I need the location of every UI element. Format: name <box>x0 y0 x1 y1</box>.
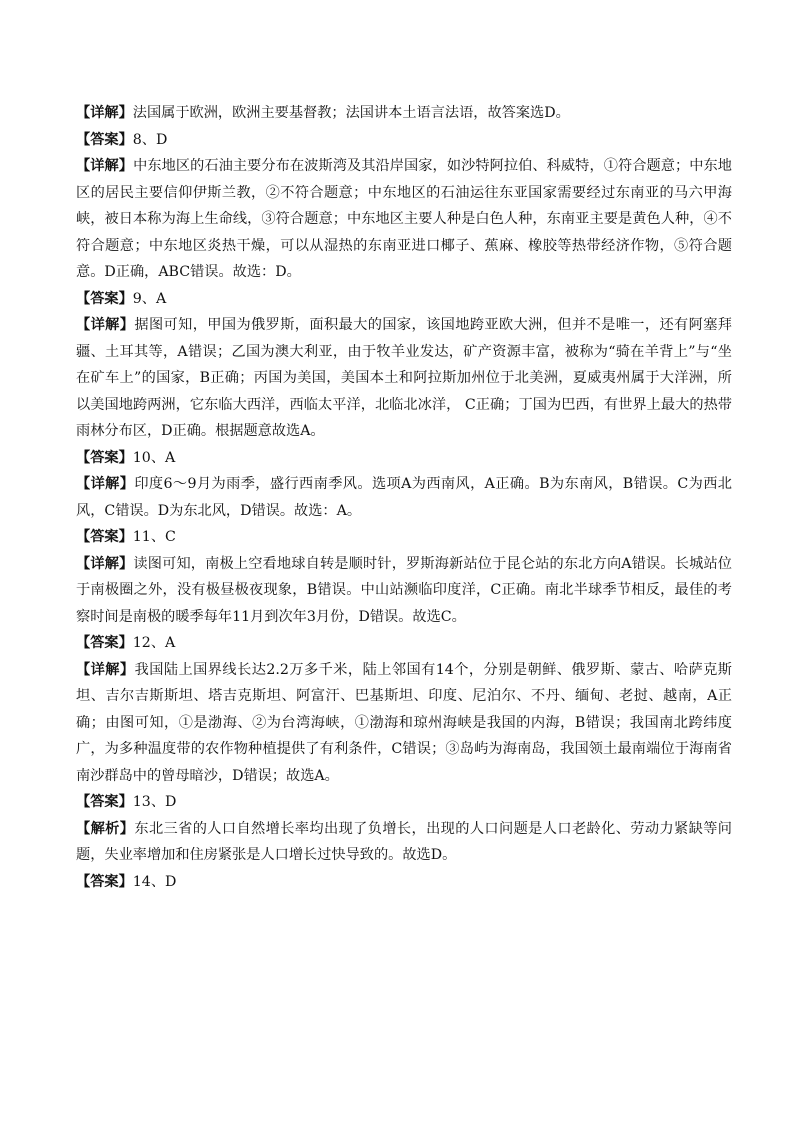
explanation-text: 中东地区的石油主要分布在波斯湾及其沿岸国家，如沙特阿拉伯、科威特，①符合题意；中东地区的居民主要信仰伊斯兰教，②不符合题意；中东地区的石油运往东亚国家需要经过东南亚的马六甲海峡，被日本称为海上生命线，③符合题意；中东地区主要人种是白色人种，东南亚主要是黄色人种，④不符合题意；中东地区炎热干燥，可以从湿热的东南亚进口椰子、蕉麻、橡胶等热带经济作物，⑤符合题意。D正确，ABC错误。故选：D。 <box>76 158 732 280</box>
explanation-7 <box>76 100 732 127</box>
answer-tag: 【答案】 <box>76 290 133 307</box>
explanation-text: 印度6～9月为雨季，盛行西南季风。选项A为西南风，A正确。B为东南风，B错误。C为西北风，C错误。D为东北风，D错误。故选：A。 <box>76 476 732 519</box>
answer-text: 13、D <box>132 794 177 810</box>
answer-9 <box>76 286 732 313</box>
answer-11 <box>76 524 732 551</box>
explanation-text: 据图可知，甲国为俄罗斯，面积最大的国家，该国地跨亚欧大洲，但并不是唯一，还有阿塞拜疆、土耳其等，A错误；乙国为澳大利亚，由于牧羊业发达，矿产资源丰富，被称为“骑在羊背上”与“坐在矿车上”的国家，B正确；丙国为美国，美国本土和阿拉斯加州位于北美洲，夏威夷州属于大洋洲，所以美国地跨两洲，它东临大西洋，西临太平洋，北临北冰洋， C正确；丁国为巴西，有世界上最大的热带雨林分布区，D正确。根据题意故选A。 <box>76 317 732 439</box>
answer-12 <box>76 630 732 657</box>
answer-text: 12、A <box>132 635 176 651</box>
answer-text: 8、D <box>132 131 168 148</box>
explanation-9 <box>76 312 732 445</box>
answer-14 <box>76 869 732 896</box>
detail-tag: 【详解】 <box>76 476 135 492</box>
detail-tag: 【详解】 <box>76 158 134 174</box>
answer-tag: 【答案】 <box>76 635 133 651</box>
explanation-text: 读图可知，南极上空看地球自转是顺时针，罗斯海新站位于昆仑站的东北方向A错误。长城站位于南极圈之外，没有极昼极夜现象，B错误。中山站濒临印度洋，C正确。南北半球季节相反，最佳的考察时间是南极的暖季每年11月到次年3月份，D错误。故选C。 <box>76 555 732 625</box>
answer-10 <box>76 445 732 472</box>
explanation-11 <box>76 551 732 631</box>
answer-13 <box>76 789 732 816</box>
answer-tag: 【答案】 <box>76 529 133 545</box>
analysis-13 <box>76 816 732 869</box>
detail-tag: 【详解】 <box>76 555 134 572</box>
detail-tag: 【详解】 <box>76 105 133 121</box>
answer-tag: 【答案】 <box>76 794 133 810</box>
answer-8 <box>76 127 732 154</box>
analysis-tag: 【解析】 <box>76 820 135 837</box>
explanation-text: 法国属于欧洲，欧洲主要基督教；法国讲本土语言法语，故答案选D。 <box>132 105 570 121</box>
answer-text: 14、D <box>132 873 177 890</box>
answer-tag: 【答案】 <box>76 873 133 890</box>
explanation-10 <box>76 471 732 524</box>
answer-text: 9、A <box>132 290 167 307</box>
answer-explanations <box>76 100 732 895</box>
answer-text: 10、A <box>132 449 176 466</box>
answer-text: 11、C <box>132 529 176 545</box>
explanation-text: 我国陆上国界线长达2.2万多千米，陆上邻国有14个，分别是朝鲜、俄罗斯、蒙古、哈萨克斯坦、吉尔吉斯斯坦、塔吉克斯坦、阿富汗、巴基斯坦、印度、尼泊尔、不丹、缅甸、老挝、越南，A正确；由图可知，①是渤海、②为台湾海峡，①渤海和琼州海峡是我国的内海，B错误；我国南北跨纬度广，为多种温度带的农作物种植提供了有利条件，C错误；③岛屿为海南岛，我国领土最南端位于海南省南沙群岛中的曾母暗沙，D错误；故选A。 <box>76 661 732 784</box>
analysis-text: 东北三省的人口自然增长率均出现了负增长，出现的人口问题是人口老龄化、劳动力紧缺等问题，失业率增加和住房紧张是人口增长过快导致的。故选D。 <box>76 820 732 863</box>
detail-tag: 【详解】 <box>76 317 135 333</box>
explanation-8 <box>76 153 732 286</box>
detail-tag: 【详解】 <box>76 661 135 678</box>
answer-tag: 【答案】 <box>76 449 133 466</box>
explanation-12 <box>76 657 732 790</box>
answer-tag: 【答案】 <box>76 131 133 148</box>
